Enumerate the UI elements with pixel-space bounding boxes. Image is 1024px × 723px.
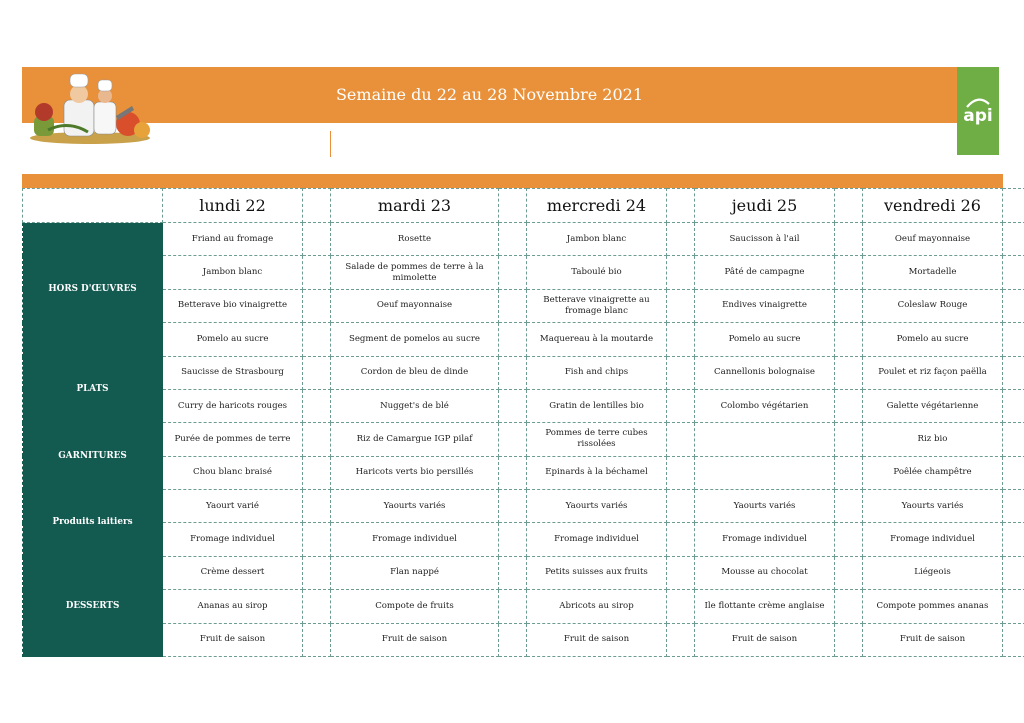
category-label: DESSERTS	[23, 556, 163, 656]
spacer-cell	[835, 423, 863, 456]
spacer-cell	[1003, 389, 1024, 422]
spacer-cell	[303, 189, 331, 223]
table-row	[23, 423, 1024, 456]
menu-item: Purée de pommes de terre	[163, 423, 303, 456]
menu-item: Taboulé bio	[527, 256, 667, 289]
menu-item: Yaourts variés	[331, 490, 499, 523]
spacer-cell	[835, 323, 863, 356]
table-corner-cell	[23, 189, 163, 223]
spacer-cell	[303, 389, 331, 422]
table-row	[23, 556, 1024, 589]
menu-item: Rosette	[331, 223, 499, 256]
spacer-cell	[1003, 356, 1024, 389]
menu-item: Oeuf mayonnaise	[863, 223, 1003, 256]
spacer-cell	[667, 490, 695, 523]
menu-item: Galette végétarienne	[863, 389, 1003, 422]
spacer-cell	[667, 323, 695, 356]
menu-item	[695, 456, 835, 489]
spacer-cell	[835, 623, 863, 657]
spacer-cell	[499, 323, 527, 356]
menu-item: Pommes de terre cubes rissolées	[527, 423, 667, 456]
spacer-cell	[1003, 623, 1024, 657]
menu-item: Betterave vinaigrette au fromage blanc	[527, 289, 667, 322]
menu-item: Liégeois	[863, 556, 1003, 589]
spacer-cell	[835, 456, 863, 489]
spacer-cell	[835, 523, 863, 556]
menu-item: Chou blanc braisé	[163, 456, 303, 489]
menu-item: Saucisson à l'ail	[695, 223, 835, 256]
spacer-cell	[303, 289, 331, 322]
spacer-cell	[303, 490, 331, 523]
menu-item: Ile flottante crème anglaise	[695, 590, 835, 623]
spacer-cell	[499, 490, 527, 523]
category-label: HORS D'ŒUVRES	[23, 223, 163, 357]
spacer-cell	[1003, 490, 1024, 523]
spacer-cell	[667, 590, 695, 623]
menu-item: Poêlée champêtre	[863, 456, 1003, 489]
weekly-menu-table	[22, 188, 1024, 657]
spacer-cell	[303, 523, 331, 556]
table-row	[23, 323, 1024, 356]
spacer-cell	[499, 523, 527, 556]
spacer-cell	[499, 256, 527, 289]
menu-item: Jambon blanc	[527, 223, 667, 256]
menu-item: Colombo végétarien	[695, 389, 835, 422]
menu-item: Jambon blanc	[163, 256, 303, 289]
menu-item: Fromage individuel	[163, 523, 303, 556]
category-label: PLATS	[23, 356, 163, 423]
spacer-cell	[303, 223, 331, 256]
menu-item: Curry de haricots rouges	[163, 389, 303, 422]
spacer-cell	[1003, 556, 1024, 589]
menu-item: Epinards à la béchamel	[527, 456, 667, 489]
spacer-cell	[303, 256, 331, 289]
spacer-cell	[499, 423, 527, 456]
spacer-cell	[667, 456, 695, 489]
menu-item: Flan nappé	[331, 556, 499, 589]
table-row	[23, 623, 1024, 657]
day-header: lundi 22	[163, 189, 303, 223]
day-header: vendredi 26	[863, 189, 1003, 223]
spacer-cell	[835, 556, 863, 589]
spacer-cell	[499, 623, 527, 657]
menu-item: Riz bio	[863, 423, 1003, 456]
menu-item: Segment de pomelos au sucre	[331, 323, 499, 356]
menu-item: Endives vinaigrette	[695, 289, 835, 322]
table-row	[23, 256, 1024, 289]
spacer-cell	[1003, 423, 1024, 456]
spacer-cell	[1003, 256, 1024, 289]
spacer-cell	[499, 223, 527, 256]
spacer-cell	[835, 389, 863, 422]
menu-item: Oeuf mayonnaise	[331, 289, 499, 322]
menu-item: Gratin de lentilles bio	[527, 389, 667, 422]
menu-item: Petits suisses aux fruits	[527, 556, 667, 589]
spacer-cell	[835, 256, 863, 289]
spacer-cell	[667, 556, 695, 589]
menu-item: Yaourt varié	[163, 490, 303, 523]
table-top-bar	[22, 174, 1003, 188]
spacer-cell	[835, 590, 863, 623]
menu-item: Abricots au sirop	[527, 590, 667, 623]
menu-item: Pâté de campagne	[695, 256, 835, 289]
spacer-cell	[667, 289, 695, 322]
menu-item: Maquereau à la moutarde	[527, 323, 667, 356]
day-header: mercredi 24	[527, 189, 667, 223]
api-logo	[957, 67, 999, 155]
logo-text: api	[963, 106, 993, 126]
menu-item: Pomelo au sucre	[863, 323, 1003, 356]
spacer-cell	[835, 223, 863, 256]
menu-item: Ananas au sirop	[163, 590, 303, 623]
spacer-cell	[667, 256, 695, 289]
menu-item: Cannellonis bolognaise	[695, 356, 835, 389]
menu-item: Fruit de saison	[331, 623, 499, 657]
spacer-cell	[303, 323, 331, 356]
menu-item: Fromage individuel	[527, 523, 667, 556]
menu-item: Cordon de bleu de dinde	[331, 356, 499, 389]
page-title: Semaine du 22 au 28 Novembre 2021	[335, 85, 644, 104]
table-row	[23, 523, 1024, 556]
spacer-cell	[303, 556, 331, 589]
header-row	[23, 189, 1024, 223]
spacer-cell	[303, 590, 331, 623]
menu-item: Fruit de saison	[163, 623, 303, 657]
menu-item: Betterave bio vinaigrette	[163, 289, 303, 322]
menu-item: Pomelo au sucre	[695, 323, 835, 356]
menu-item: Yaourts variés	[695, 490, 835, 523]
menu-item: Coleslaw Rouge	[863, 289, 1003, 322]
menu-item: Fish and chips	[527, 356, 667, 389]
chef-illustration-icon	[28, 72, 152, 144]
spacer-cell	[667, 523, 695, 556]
spacer-cell	[667, 223, 695, 256]
table-row	[23, 456, 1024, 489]
spacer-cell	[499, 389, 527, 422]
menu-item: Riz de Camargue IGP pilaf	[331, 423, 499, 456]
menu-item	[695, 423, 835, 456]
spacer-cell	[835, 356, 863, 389]
table-row	[23, 590, 1024, 623]
header-divider	[330, 131, 331, 157]
spacer-cell	[303, 456, 331, 489]
menu-item: Salade de pommes de terre à la mimolette	[331, 256, 499, 289]
day-header: mardi 23	[331, 189, 499, 223]
spacer-cell	[499, 456, 527, 489]
menu-item: Compote pommes ananas	[863, 590, 1003, 623]
spacer-cell	[499, 289, 527, 322]
spacer-cell	[1003, 289, 1024, 322]
table-row	[23, 289, 1024, 322]
spacer-cell	[667, 356, 695, 389]
table-row	[23, 356, 1024, 389]
table-row	[23, 223, 1024, 256]
spacer-cell	[1003, 189, 1024, 223]
menu-item: Fromage individuel	[331, 523, 499, 556]
spacer-cell	[667, 623, 695, 657]
spacer-cell	[1003, 323, 1024, 356]
spacer-cell	[835, 289, 863, 322]
spacer-cell	[499, 356, 527, 389]
table-row	[23, 490, 1024, 523]
menu-item: Fromage individuel	[695, 523, 835, 556]
spacer-cell	[667, 389, 695, 422]
spacer-cell	[303, 423, 331, 456]
menu-item: Yaourts variés	[863, 490, 1003, 523]
menu-item: Fruit de saison	[695, 623, 835, 657]
menu-item: Saucisse de Strasbourg	[163, 356, 303, 389]
menu-item: Yaourts variés	[527, 490, 667, 523]
spacer-cell	[499, 189, 527, 223]
spacer-cell	[1003, 456, 1024, 489]
spacer-cell	[499, 590, 527, 623]
spacer-cell	[303, 356, 331, 389]
day-header: jeudi 25	[695, 189, 835, 223]
menu-item: Haricots verts bio persillés	[331, 456, 499, 489]
category-label: GARNITURES	[23, 423, 163, 490]
spacer-cell	[835, 490, 863, 523]
category-label: Produits laitiers	[23, 490, 163, 557]
menu-item: Nugget's de blé	[331, 389, 499, 422]
menu-item: Fromage individuel	[863, 523, 1003, 556]
spacer-cell	[1003, 590, 1024, 623]
menu-item: Crème dessert	[163, 556, 303, 589]
spacer-cell	[835, 189, 863, 223]
spacer-cell	[1003, 523, 1024, 556]
spacer-cell	[667, 189, 695, 223]
menu-item: Mortadelle	[863, 256, 1003, 289]
menu-item: Friand au fromage	[163, 223, 303, 256]
spacer-cell	[499, 556, 527, 589]
menu-item: Compote de fruits	[331, 590, 499, 623]
spacer-cell	[303, 623, 331, 657]
menu-item: Mousse au chocolat	[695, 556, 835, 589]
menu-item: Fruit de saison	[527, 623, 667, 657]
menu-item: Poulet et riz façon paëlla	[863, 356, 1003, 389]
menu-item: Fruit de saison	[863, 623, 1003, 657]
menu-item: Pomelo au sucre	[163, 323, 303, 356]
spacer-cell	[667, 423, 695, 456]
table-row	[23, 389, 1024, 422]
spacer-cell	[1003, 223, 1024, 256]
